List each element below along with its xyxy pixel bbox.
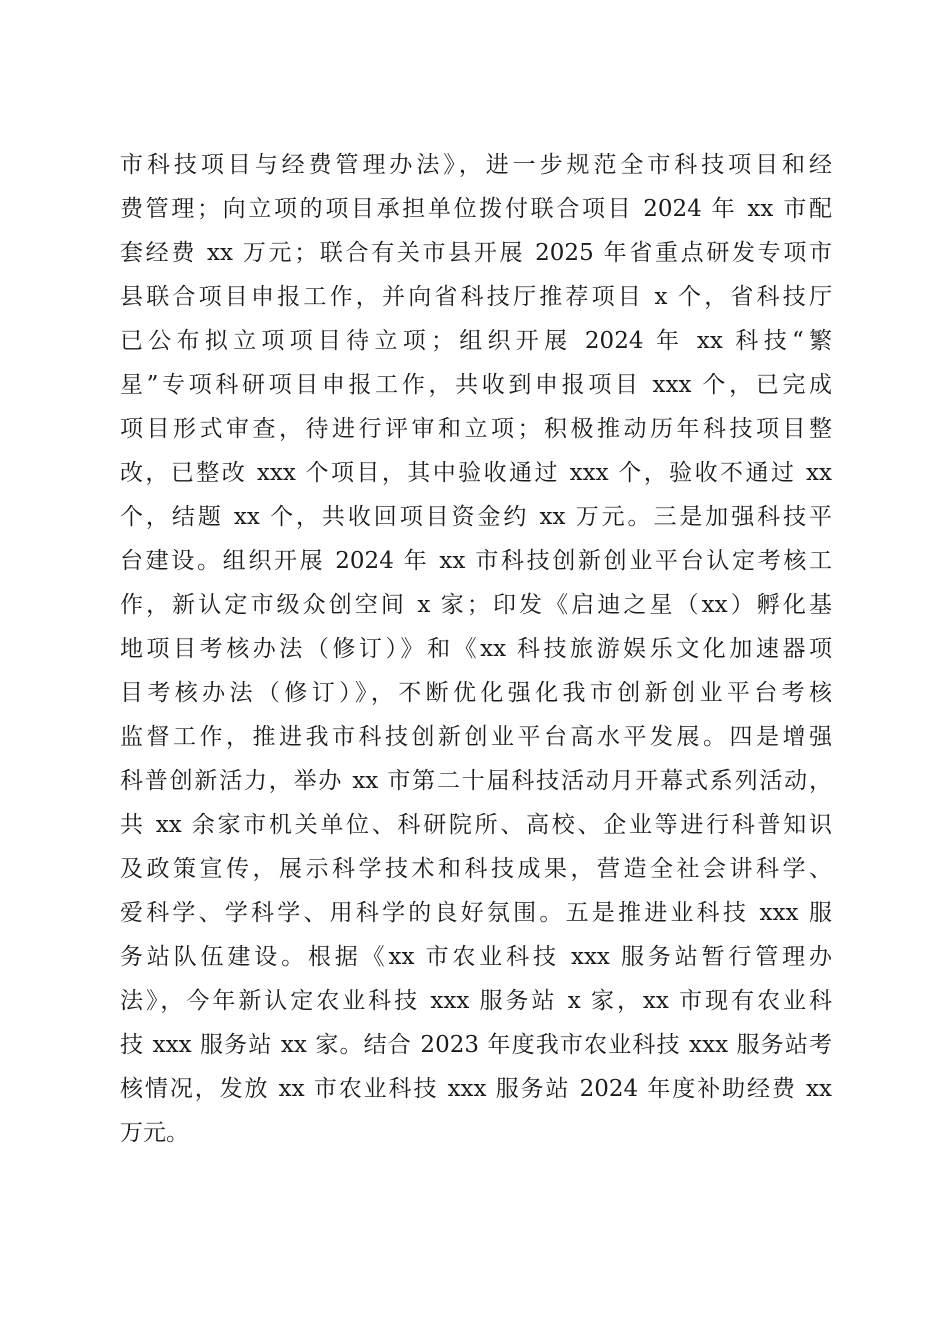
text-line: 地项目考核办法（修订）》和《xx 科技旅游娱乐文化加速器项: [120, 636, 832, 662]
text-line: 台建设。组织开展 2024 年 xx 市科技创新创业平台认定考核工: [120, 548, 832, 574]
text-line: 技 xxx 服务站 xx 家。结合 2023 年度我市农业科技 xxx 服务站考: [120, 1032, 832, 1058]
text-line: 法》，今年新认定农业科技 xxx 服务站 x 家，xx 市现有农业科: [120, 988, 832, 1014]
body-paragraph: [120, 143, 832, 1155]
text-line: 费管理；向立项的项目承担单位拨付联合项目 2024 年 xx 市配: [120, 196, 832, 222]
text-line: 作，新认定市级众创空间 x 家；印发《启迪之星（xx）孵化基: [120, 592, 832, 618]
text-line: 个，结题 xx 个，共收回项目资金约 xx 万元。三是加强科技平: [120, 504, 832, 530]
text-line: 爱科学、学科学、用科学的良好氛围。五是推进业科技 xxx 服: [120, 900, 832, 926]
text-line: 已公布拟立项项目待立项；组织开展 2024 年 xx 科技“繁: [120, 328, 832, 354]
text-line: 及政策宣传，展示科学技术和科技成果，营造全社会讲科学、: [120, 856, 832, 882]
text-line: 套经费 xx 万元；联合有关市县开展 2025 年省重点研发专项市: [120, 240, 832, 266]
text-line: 改，已整改 xxx 个项目，其中验收通过 xxx 个，验收不通过 xx: [120, 460, 832, 486]
text-line: 星”专项科研项目申报工作，共收到申报项目 xxx 个，已完成: [120, 372, 832, 398]
text-line: 县联合项目申报工作，并向省科技厅推荐项目 x 个，省科技厅: [120, 284, 832, 310]
text-line: 市科技项目与经费管理办法》，进一步规范全市科技项目和经: [120, 152, 832, 178]
text-line: 项目形式审查，待进行评审和立项；积极推动历年科技项目整: [120, 416, 832, 442]
text-line: 监督工作，推进我市科技创新创业平台高水平发展。四是增强: [120, 724, 832, 750]
text-line: 核情况，发放 xx 市农业科技 xxx 服务站 2024 年度补助经费 xx: [120, 1076, 832, 1102]
text-line: 科普创新活力，举办 xx 市第二十届科技活动月开幕式系列活动，: [120, 768, 832, 794]
text-line-last: 万元。: [120, 1120, 189, 1146]
text-line: 务站队伍建设。根据《xx 市农业科技 xxx 服务站暂行管理办: [120, 944, 832, 970]
text-line: 共 xx 余家市机关单位、科研院所、高校、企业等进行科普知识: [120, 812, 832, 838]
text-line: 目考核办法（修订）》，不断优化强化我市创新创业平台考核: [120, 680, 832, 706]
